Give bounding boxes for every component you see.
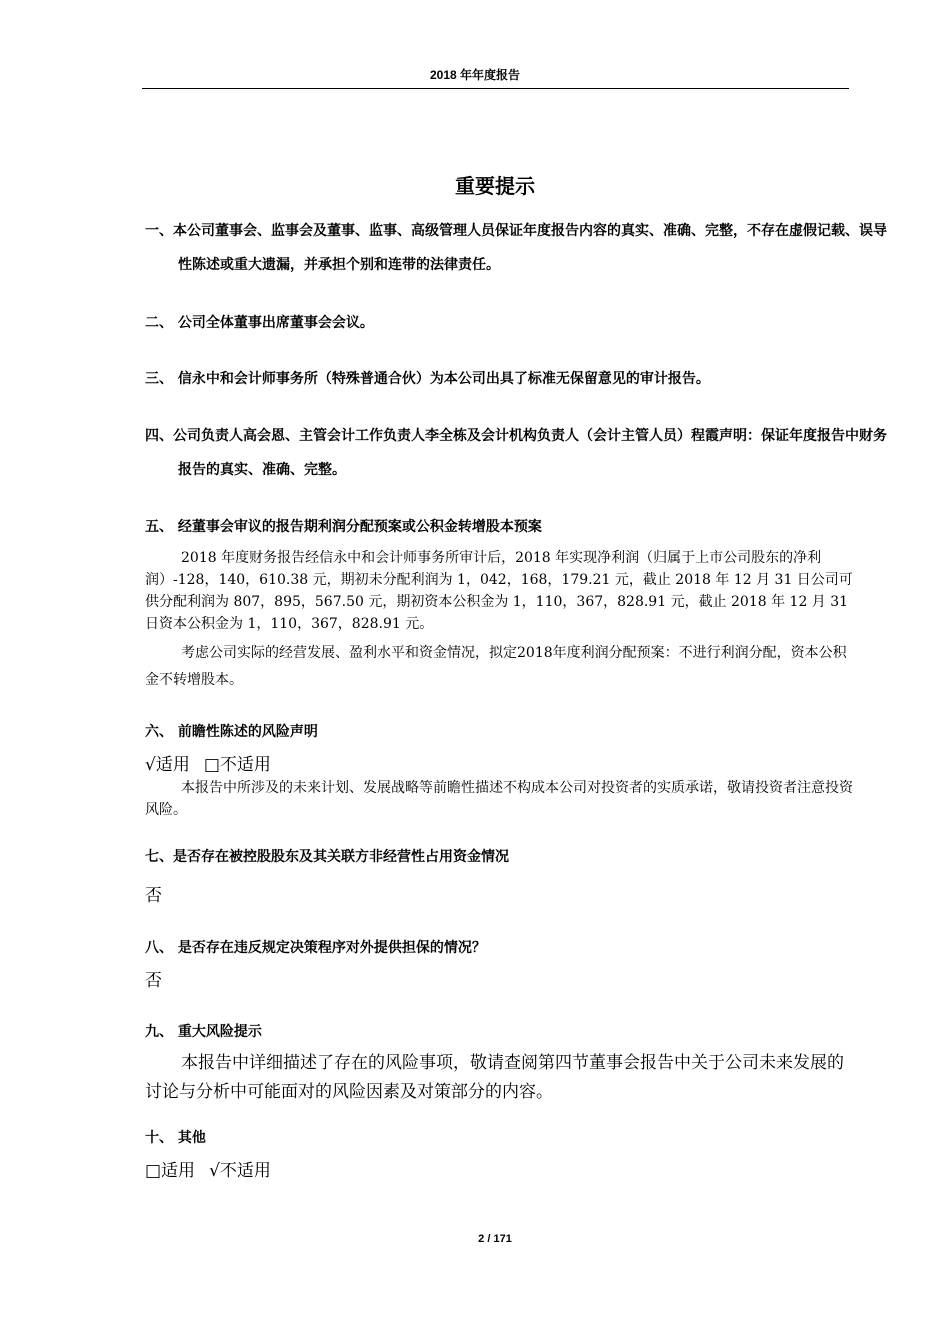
item-6-heading: 六、 前瞻性陈述的风险声明 [145,724,318,740]
item-4: 四、公司负责人高会恩、主管会计工作负责人李全栋及会计机构负责人（会计主管人员）程霞声明：保证年度报告中财务报告的真实、准确、完整。 [145,428,887,478]
item-6-not-applicable-unchecked: □不适用 [203,755,271,775]
item-7-answer: 否 [145,886,162,906]
item-8-answer: 否 [145,971,162,991]
item-10-heading: 十、 其他 [145,1130,206,1146]
item-8-heading: 八、 是否存在违反规定决策程序对外提供担保的情况？ [145,940,486,956]
item-6-applicable-checked: √适用 [145,755,190,775]
item-5-plan-paragraph: 考虑公司实际的经营发展、盈利水平和资金情况，拟定2018年度利润分配预案：不进行利润分配，资本公积金不转增股本。 [145,645,847,688]
page-title: 重要提示 [455,174,535,198]
item-10-not-applicable-checked: √不适用 [209,1161,271,1181]
item-9-paragraph: 本报告中详细描述了存在的风险事项，敬请查阅第四节董事会报告中关于公司未来发展的讨论与分析中可能面对的风险因素及对策部分的内容。 [145,1053,844,1102]
item-5-profit-paragraph: 2018 年度财务报告经信永中和会计师事务所审计后，2018 年实现净利润（归属于上市公司股东的净利润）-128，140，610.38 元，期初未分配利润为 1，042，168，179.21 元，截止 2018 年 12 月 31 日公司可供分配利润为 807，895，567.50 元，期初资本公积金为 1，110，367，828.91 元，截止 2018 年 12 月 31 日资本公积金为 1，110，367，828.91 元。 [145,550,853,632]
item-9-heading: 九、 重大风险提示 [145,1024,262,1040]
item-10-options [145,1159,855,1183]
item-7-heading: 七、是否存在被控股股东及其关联方非经营性占用资金情况 [145,849,509,865]
page-number: 2 / 171 [478,1233,512,1245]
report-header-title: 2018 年年度报告 [429,68,521,82]
header-divider [142,88,849,89]
item-6-paragraph: 本报告中所涉及的未来计划、发展战略等前瞻性描述不构成本公司对投资者的实质承诺，敬请投资者注意投资风险。 [145,780,853,818]
item-6-options [145,753,855,777]
item-2: 二、 公司全体董事出席董事会会议。 [145,315,374,331]
item-10-applicable-unchecked: □适用 [145,1161,196,1181]
item-1: 一、本公司董事会、监事会及董事、监事、高级管理人员保证年度报告内容的真实、准确、完整，不存在虚假记载、误导性陈述或重大遗漏，并承担个别和连带的法律责任。 [145,223,887,273]
item-5-heading: 五、 经董事会审议的报告期利润分配预案或公积金转增股本预案 [145,519,542,535]
item-3: 三、 信永中和会计师事务所（特殊普通合伙）为本公司出具了标准无保留意见的审计报告。 [145,371,710,387]
